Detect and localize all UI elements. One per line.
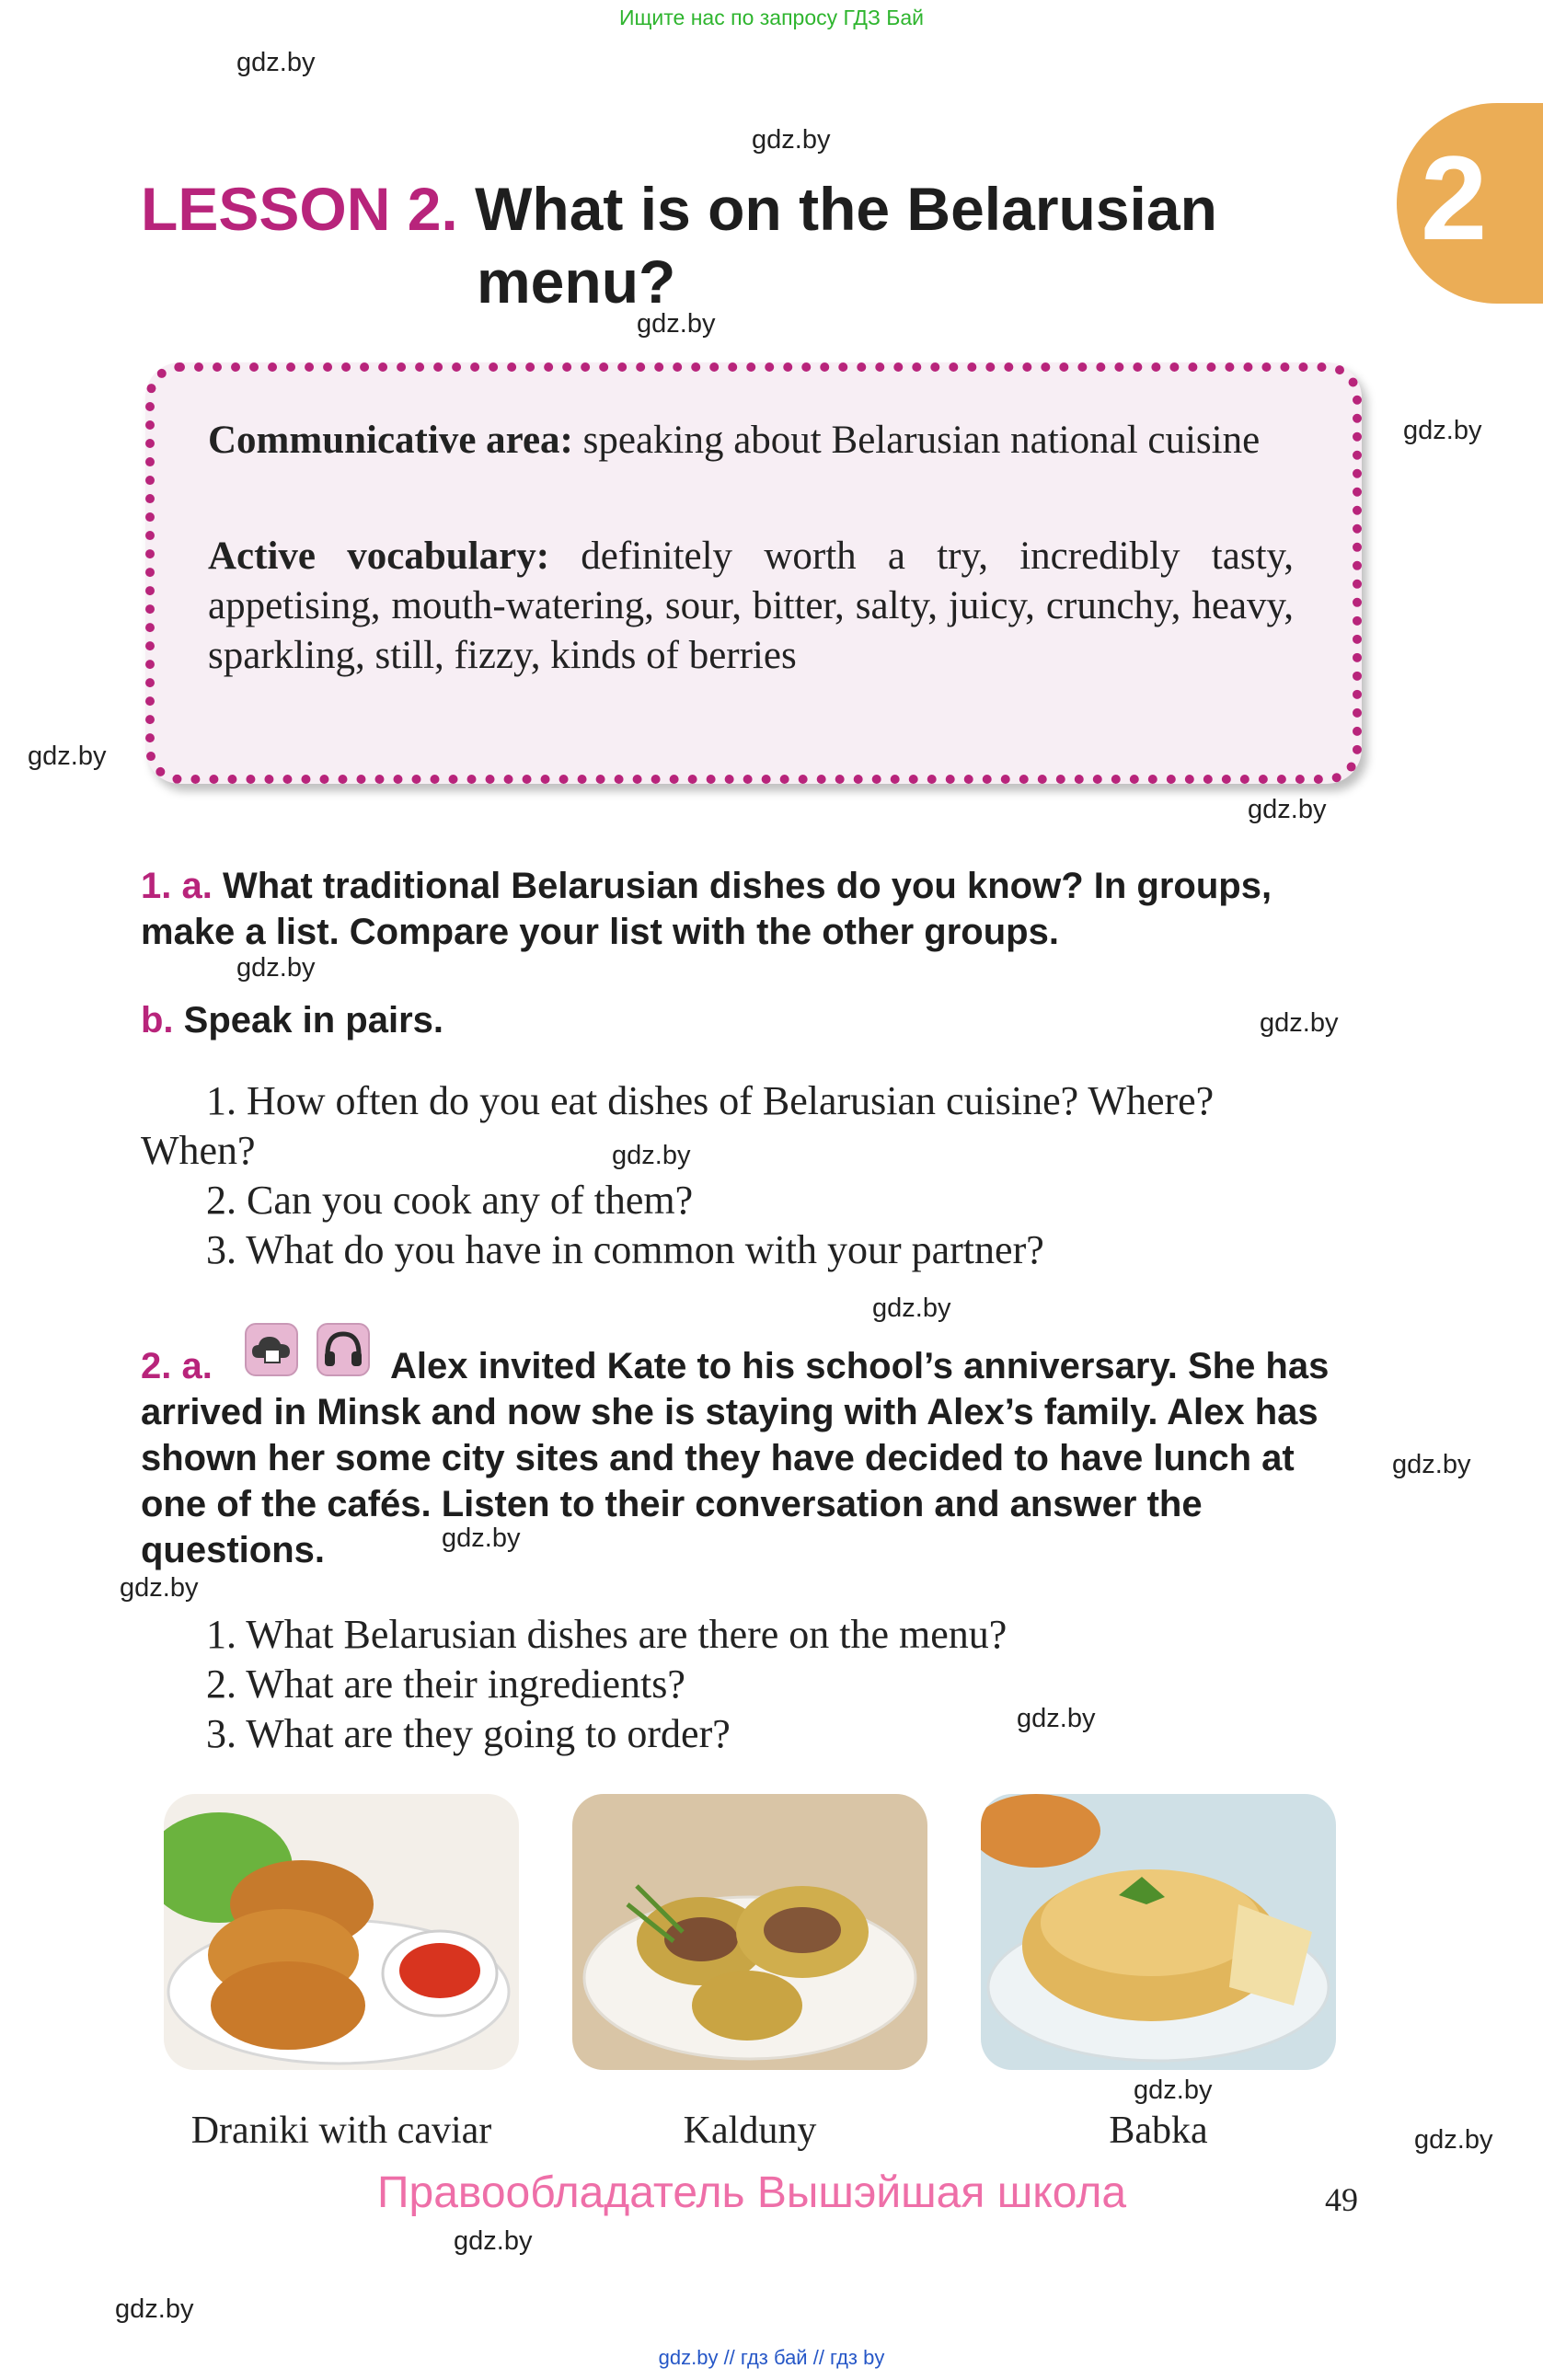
photo-caption: Kalduny bbox=[683, 2110, 817, 2152]
top-banner[interactable]: Ищите нас по запросу ГДЗ Бай bbox=[618, 6, 925, 29]
active-vocabulary-text: definitely worth a try, incredibly tasty, appetising, mouth-watering, sour, bitter, salty, juicy, crunchy, heavy, sparkling, still, fizzy, kinds of berries bbox=[208, 535, 1294, 677]
bottom-links[interactable]: gdz.by // гдз бай // гдз by bbox=[658, 2346, 885, 2369]
question-1: 1. How often do you eat dishes of Belarusian cuisine? Where? bbox=[206, 1078, 1215, 1123]
task-text: Speak in pairs. bbox=[183, 1000, 444, 1041]
question-3: 3. What do you have in common with your partner? bbox=[206, 1227, 1044, 1272]
watermark: gdz.by bbox=[236, 48, 316, 77]
title-line-1: What is on the Belarusian bbox=[475, 175, 1217, 243]
communicative-area-text: speaking about Belarusian national cuisine bbox=[582, 419, 1261, 462]
watermark: gdz.by bbox=[637, 309, 716, 339]
communicative-area bbox=[208, 416, 1294, 466]
headphones-icon[interactable] bbox=[317, 1323, 370, 1376]
watermark: gdz.by bbox=[28, 742, 107, 771]
watermark: gdz.by bbox=[1260, 1008, 1339, 1038]
watermark: gdz.by bbox=[236, 953, 316, 983]
kalduny-photo bbox=[572, 1794, 927, 2070]
active-vocabulary bbox=[208, 532, 1294, 681]
watermark: gdz.by bbox=[1414, 2125, 1493, 2155]
watermark: gdz.by bbox=[612, 1141, 691, 1170]
watermark: gdz.by bbox=[115, 2294, 194, 2324]
watermark: gdz.by bbox=[1134, 2075, 1213, 2105]
task-text: make a list. Compare your list with the other groups. bbox=[141, 912, 1059, 952]
question-3: 3. What are they going to order? bbox=[206, 1711, 731, 1756]
task-2a-number: 2. a. bbox=[141, 1346, 213, 1386]
task-number: b. bbox=[141, 1000, 174, 1041]
watermark: gdz.by bbox=[454, 2226, 533, 2256]
task-number: 1. a. bbox=[141, 866, 213, 906]
question-2: 2. What are their ingredients? bbox=[206, 1661, 685, 1707]
cloud-download-icon[interactable] bbox=[245, 1323, 298, 1376]
draniki-photo bbox=[164, 1794, 519, 2070]
watermark: gdz.by bbox=[1017, 1704, 1096, 1733]
task-2a-text: arrived in Minsk and now she is staying with Alex’s family. Alex has shown her some city sites and they have decided to have lunch at one of the cafés. Listen to their conversation and answer the questions. bbox=[141, 1392, 1318, 1570]
page-number: 49 bbox=[1325, 2181, 1358, 2218]
lesson-label: LESSON 2. bbox=[141, 175, 458, 243]
task-1a bbox=[141, 863, 1365, 955]
watermark: gdz.by bbox=[752, 125, 831, 155]
watermark: gdz.by bbox=[442, 1523, 521, 1553]
active-vocabulary-label: Active vocabulary: bbox=[208, 535, 550, 578]
communicative-area-label: Communicative area: bbox=[208, 419, 573, 462]
watermark: gdz.by bbox=[120, 1573, 199, 1603]
lesson-number: 2 bbox=[1421, 131, 1488, 265]
babka-photo bbox=[981, 1794, 1336, 2070]
title-line-2: menu? bbox=[477, 247, 676, 316]
question-2: 2. Can you cook any of them? bbox=[206, 1178, 694, 1223]
photo-caption: Draniki with caviar bbox=[190, 2110, 492, 2152]
watermark: gdz.by bbox=[1248, 795, 1327, 824]
lesson-number-tab bbox=[1397, 103, 1543, 304]
task-1b bbox=[141, 997, 1365, 1043]
photo-caption: Babka bbox=[1109, 2110, 1208, 2152]
watermark: gdz.by bbox=[872, 1293, 951, 1323]
task-2a-line-1: Alex invited Kate to his school’s anniversary. She has bbox=[390, 1346, 1330, 1386]
page-title bbox=[141, 175, 1217, 243]
watermark: gdz.by bbox=[1392, 1450, 1471, 1479]
task-text: What traditional Belarusian dishes do you know? In groups, bbox=[222, 866, 1272, 906]
copyright-holder: Правообладатель Вышэйшая школа bbox=[377, 2168, 1127, 2217]
question-1: 1. What Belarusian dishes are there on the menu? bbox=[206, 1612, 1008, 1657]
question-1-cont: When? bbox=[141, 1128, 256, 1173]
watermark: gdz.by bbox=[1403, 416, 1482, 445]
